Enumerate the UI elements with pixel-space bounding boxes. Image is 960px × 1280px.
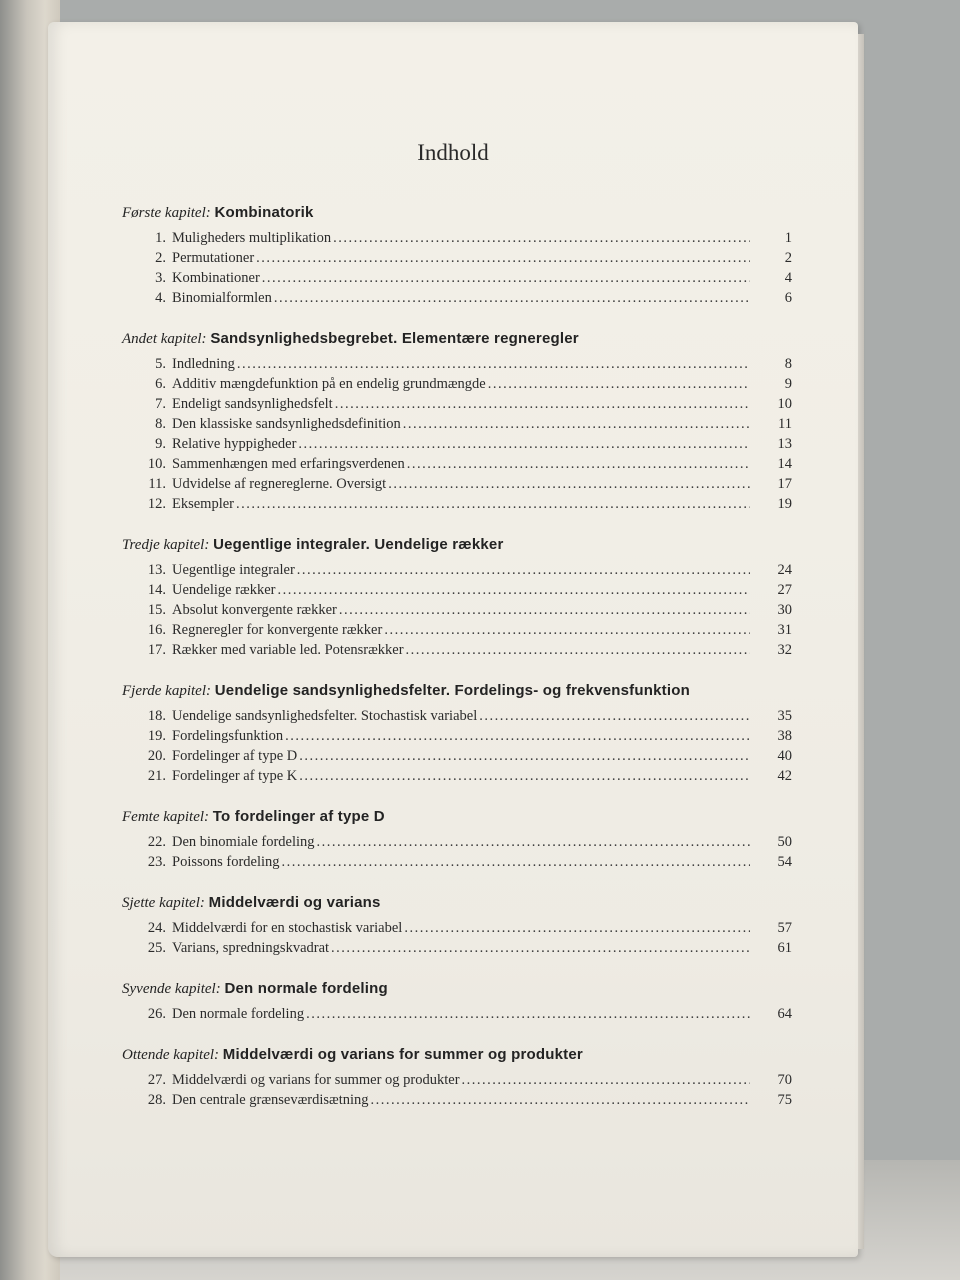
entry-page-number: 1 [784, 230, 792, 246]
page-title: Indhold [417, 140, 489, 165]
toc-entry [122, 852, 792, 872]
chapter-title: Middelværdi og varians [208, 894, 381, 911]
entry-number: 12. [147, 496, 166, 512]
entry-page-number: 54 [777, 854, 792, 870]
toc-entry [122, 414, 792, 434]
dot-leader [306, 1004, 750, 1024]
entry-title: Den centrale grænseværdisætning [172, 1092, 369, 1108]
chapter-title: Sandsynlighedsbegrebet. Elementære regneregler [210, 330, 579, 347]
entry-number: 20. [147, 748, 166, 764]
toc-entry [122, 832, 792, 852]
chapter-section [122, 534, 792, 660]
toc-entry [122, 494, 792, 514]
dot-leader [262, 268, 750, 288]
entry-title: Middelværdi for en stochastisk variabel [172, 920, 403, 936]
entry-page-number: 14 [777, 456, 792, 472]
dot-leader [333, 228, 750, 248]
chapter-heading [122, 328, 792, 350]
entry-page-number: 35 [777, 708, 792, 724]
entry-title: Fordelinger af type K [172, 768, 298, 784]
page-edge [858, 34, 864, 1249]
entry-page-number: 24 [777, 562, 792, 578]
toc-entry [122, 434, 792, 454]
entry-page-number: 57 [777, 920, 792, 936]
entry-number: 14. [147, 582, 166, 598]
entry-number: 8. [155, 416, 166, 432]
dot-leader [299, 766, 750, 786]
toc-entry [122, 374, 792, 394]
entry-page-number: 27 [777, 582, 792, 598]
dot-leader [299, 746, 750, 766]
dot-leader [317, 832, 750, 852]
toc-entry [122, 248, 792, 268]
chapter-section [122, 892, 792, 958]
toc-entry [122, 580, 792, 600]
entry-page-number: 2 [784, 250, 792, 266]
entry-number: 9. [155, 436, 166, 452]
entry-page-number: 10 [777, 396, 792, 412]
entry-page-number: 17 [777, 476, 792, 492]
entry-title: Den klassiske sandsynlighedsdefinition [172, 416, 401, 432]
entry-page-number: 64 [777, 1006, 792, 1022]
entry-page-number: 6 [784, 290, 792, 306]
dot-leader [256, 248, 750, 268]
entry-page-number: 8 [784, 356, 792, 372]
chapter-section [122, 202, 792, 308]
entry-number: 5. [155, 356, 166, 372]
toc-entry [122, 726, 792, 746]
entry-title: Varians, spredningskvadrat [172, 940, 330, 956]
entry-title: Muligheders multiplikation [172, 230, 332, 246]
entry-number: 13. [147, 562, 166, 578]
entry-number: 11. [148, 476, 166, 492]
dot-leader [282, 852, 750, 872]
entry-number: 6. [155, 376, 166, 392]
chapter-section [122, 1044, 792, 1110]
entry-number: 24. [147, 920, 166, 936]
dot-leader [331, 938, 750, 958]
toc-entry [122, 620, 792, 640]
entry-number: 25. [147, 940, 166, 956]
entry-page-number: 40 [777, 748, 792, 764]
toc-entry [122, 600, 792, 620]
chapter-title: To fordelinger af type D [212, 808, 385, 825]
entry-page-number: 30 [777, 602, 792, 618]
entry-number: 22. [147, 834, 166, 850]
entry-number: 27. [147, 1072, 166, 1088]
chapter-label: Syvende kapitel: [122, 981, 221, 997]
chapter-heading [122, 892, 792, 914]
chapter-label: Andet kapitel: [122, 331, 207, 347]
entry-title: Kombinationer [172, 270, 260, 286]
entry-page-number: 75 [777, 1092, 792, 1108]
chapter-heading [122, 978, 792, 1000]
entry-page-number: 61 [777, 940, 792, 956]
chapter-title: Uegentlige integraler. Uendelige rækker [213, 536, 504, 553]
toc-entry [122, 268, 792, 288]
toc-entry [122, 394, 792, 414]
toc-entry [122, 288, 792, 308]
entry-page-number: 50 [777, 834, 792, 850]
dot-leader [237, 354, 750, 374]
dot-leader [236, 494, 750, 514]
entry-number: 10. [147, 456, 166, 472]
dot-leader [335, 394, 750, 414]
chapter-title: Kombinatorik [214, 204, 314, 221]
entry-number: 7. [155, 396, 166, 412]
chapter-section [122, 328, 792, 514]
chapter-label: Fjerde kapitel: [122, 683, 211, 699]
chapter-label: Sjette kapitel: [122, 895, 205, 911]
entry-page-number: 4 [784, 270, 792, 286]
toc-entry [122, 640, 792, 660]
entry-page-number: 42 [777, 768, 792, 784]
chapter-section [122, 806, 792, 872]
entry-title: Poissons fordeling [172, 854, 280, 870]
chapter-heading [122, 534, 792, 556]
entry-number: 16. [147, 622, 166, 638]
toc-entry [122, 354, 792, 374]
dot-leader [403, 414, 750, 434]
entry-number: 26. [147, 1006, 166, 1022]
chapter-label: Femte kapitel: [122, 809, 210, 825]
entry-title: Udvidelse af regnereglerne. Oversigt [172, 476, 387, 492]
entry-page-number: 11 [778, 416, 792, 432]
entry-title: Fordelinger af type D [172, 748, 298, 764]
entry-number: 3. [155, 270, 166, 286]
entry-title: Relative hyppigheder [172, 436, 297, 452]
dot-leader [404, 918, 750, 938]
toc-entry [122, 918, 792, 938]
entry-title: Additiv mængdefunktion på en endelig grundmængde [172, 376, 486, 392]
entry-number: 18. [147, 708, 166, 724]
toc-entry [122, 938, 792, 958]
chapter-label: Tredje kapitel: [122, 537, 210, 553]
toc-entry [122, 766, 792, 786]
toc-entry [122, 228, 792, 248]
book-page [48, 22, 858, 1257]
entry-page-number: 19 [777, 496, 792, 512]
table-of-contents [122, 202, 792, 1130]
entry-page-number: 13 [777, 436, 792, 452]
entry-number: 15. [147, 602, 166, 618]
dot-leader [462, 1070, 750, 1090]
entry-number: 2. [155, 250, 166, 266]
dot-leader [407, 454, 750, 474]
chapter-heading [122, 806, 792, 828]
toc-entry [122, 746, 792, 766]
entry-title: Den binomiale fordeling [172, 834, 315, 850]
entry-number: 17. [147, 642, 166, 658]
entry-page-number: 9 [784, 376, 792, 392]
chapter-title: Den normale fordeling [224, 980, 388, 997]
chapter-section [122, 978, 792, 1024]
chapter-title: Uendelige sandsynlighedsfelter. Fordelings- og frekvensfunktion [214, 682, 690, 699]
entry-title: Uendelige rækker [172, 582, 276, 598]
chapter-heading [122, 680, 792, 702]
entry-number: 4. [155, 290, 166, 306]
dot-leader [274, 288, 750, 308]
entry-title: Absolut konvergente rækker [172, 602, 337, 618]
chapter-heading [122, 202, 792, 224]
entry-title: Den normale fordeling [172, 1006, 305, 1022]
dot-leader [297, 560, 750, 580]
entry-number: 23. [147, 854, 166, 870]
toc-entry [122, 454, 792, 474]
entry-title: Regneregler for konvergente rækker [172, 622, 383, 638]
entry-title: Endeligt sandsynlighedsfelt [172, 396, 333, 412]
chapter-section [122, 680, 792, 786]
chapter-label: Ottende kapitel: [122, 1047, 220, 1063]
entry-title: Uegentlige integraler [172, 562, 295, 578]
entry-title: Permutationer [172, 250, 255, 266]
entry-title: Fordelingsfunktion [172, 728, 284, 744]
toc-entry [122, 1090, 792, 1110]
entry-title: Eksempler [172, 496, 235, 512]
dot-leader [388, 474, 750, 494]
entry-title: Indledning [172, 356, 235, 372]
entry-page-number: 32 [777, 642, 792, 658]
dot-leader [406, 640, 750, 660]
dot-leader [371, 1090, 750, 1110]
toc-entry [122, 474, 792, 494]
dot-leader [277, 580, 750, 600]
entry-number: 28. [147, 1092, 166, 1108]
entry-page-number: 38 [777, 728, 792, 744]
chapter-heading [122, 1044, 792, 1066]
entry-number: 1. [155, 230, 166, 246]
toc-entry [122, 1070, 792, 1090]
entry-number: 19. [147, 728, 166, 744]
dot-leader [479, 706, 750, 726]
toc-entry [122, 560, 792, 580]
dot-leader [285, 726, 750, 746]
entry-page-number: 70 [777, 1072, 792, 1088]
toc-entry [122, 706, 792, 726]
entry-page-number: 31 [777, 622, 792, 638]
entry-title: Uendelige sandsynlighedsfelter. Stochastisk variabel [172, 708, 478, 724]
chapter-title: Middelværdi og varians for summer og produkter [222, 1046, 583, 1063]
entry-number: 21. [147, 768, 166, 784]
toc-entry [122, 1004, 792, 1024]
entry-title: Binomialformlen [172, 290, 272, 306]
dot-leader [339, 600, 750, 620]
dot-leader [488, 374, 750, 394]
dot-leader [298, 434, 750, 454]
entry-title: Sammenhængen med erfaringsverdenen [172, 456, 405, 472]
entry-title: Middelværdi og varians for summer og produkter [172, 1072, 460, 1088]
entry-title: Rækker med variable led. Potensrækker [172, 642, 404, 658]
dot-leader [384, 620, 750, 640]
chapter-label: Første kapitel: [122, 205, 211, 221]
